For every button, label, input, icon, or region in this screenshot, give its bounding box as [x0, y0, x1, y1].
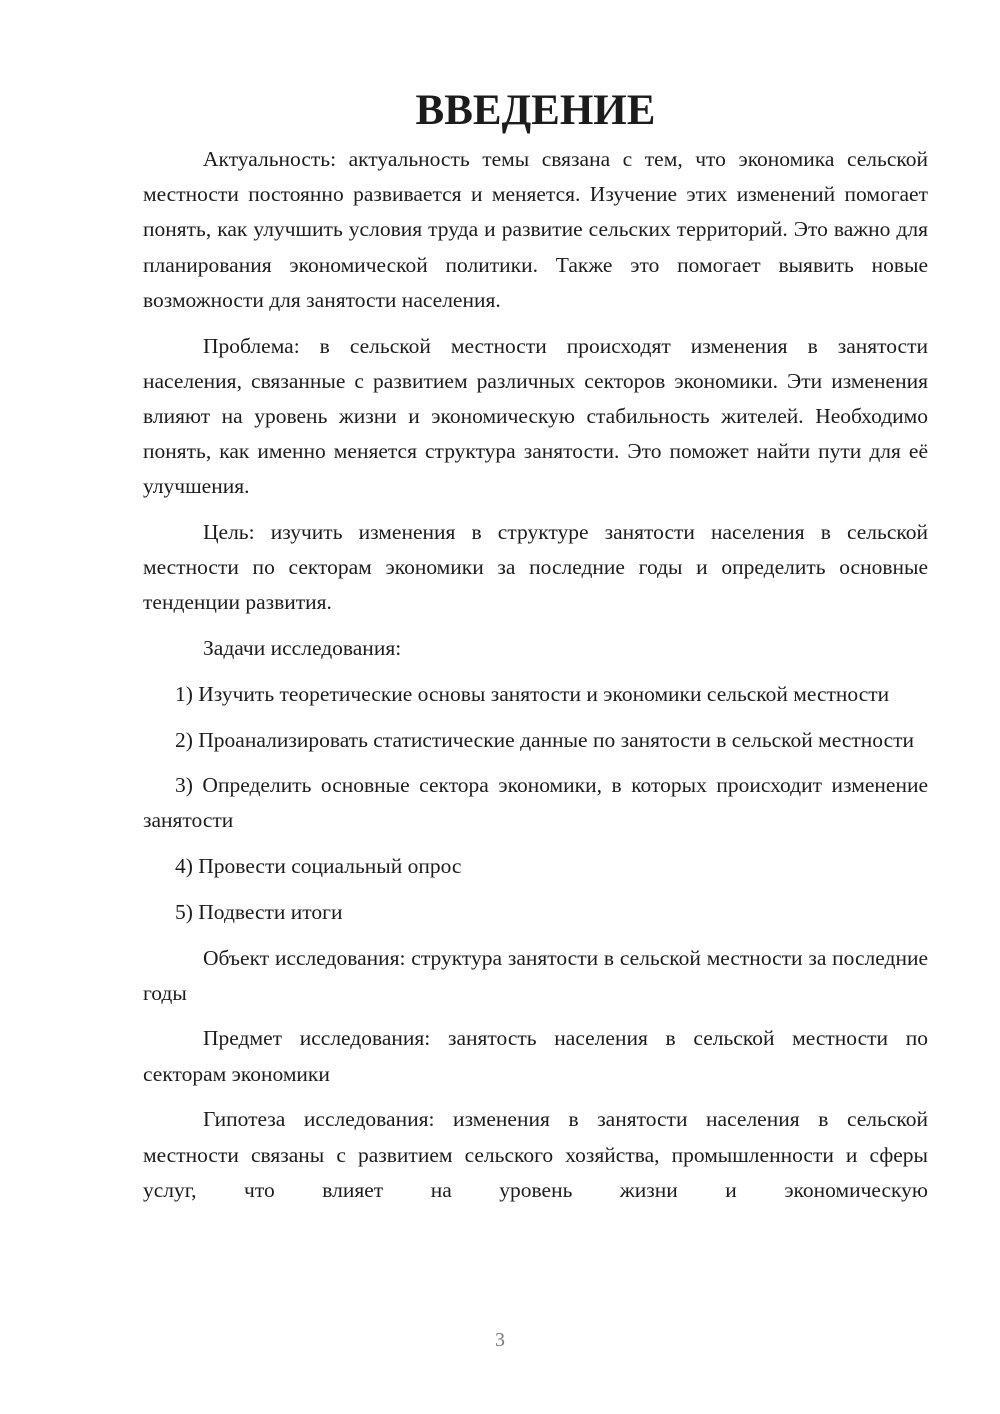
task-item-1: 1) Изучить теоретические основы занятости и экономики сельской местности [175, 681, 890, 706]
document-body [143, 142, 928, 1218]
paragraph-tasks-heading: Задачи исследования: [203, 636, 402, 661]
paragraph-object: Объект исследования: структура занятости в сельской местности за последние годы [143, 945, 928, 1005]
page-number: 3 [495, 1329, 505, 1351]
paragraph-goal: Цель: изучить изменения в структуре занятости населения в сельской местности по секторам экономики за последние годы и определить основные тенденции развития. [143, 520, 928, 615]
paragraph-relevance: Актуальность: актуальность темы связана с тем, что экономика сельской местности постоянно развивается и меняется. Изучение этих изменений помогает понять, как улучшить условия труда и развитие сельских территорий. Это важно для планирования экономической политики. Также это помогает выявить новые возможности для занятости населения. [143, 147, 928, 312]
paragraph-problem: Проблема: в сельской местности происходят изменения в занятости населения, связанные с развитием различных секторов экономики. Эти изменения влияют на уровень жизни и экономическую стабильность жителей. Необходимо понять, как именно меняется структура занятости. Это поможет найти пути для её улучшения. [143, 333, 928, 499]
page-title: ВВЕДЕНИЕ [415, 87, 656, 134]
paragraph-hypothesis: Гипотеза исследования: изменения в занятости населения в сельской местности связаны с развитием сельского хозяйства, промышленности и сферы услуг, что влияет на уровень жизни и экономическую [143, 1107, 928, 1202]
task-item-5: 5) Подвести итоги [175, 899, 343, 924]
paragraph-subject: Предмет исследования: занятость населения в сельской местности по секторам экономики [143, 1026, 928, 1086]
task-item-4: 4) Провести социальный опрос [175, 854, 462, 879]
task-item-2: 2) Проанализировать статистические данные по занятости в сельской местности [175, 727, 915, 752]
task-item-3: 3) Определить основные сектора экономики, в которых происходит изменение занятости [143, 773, 928, 833]
